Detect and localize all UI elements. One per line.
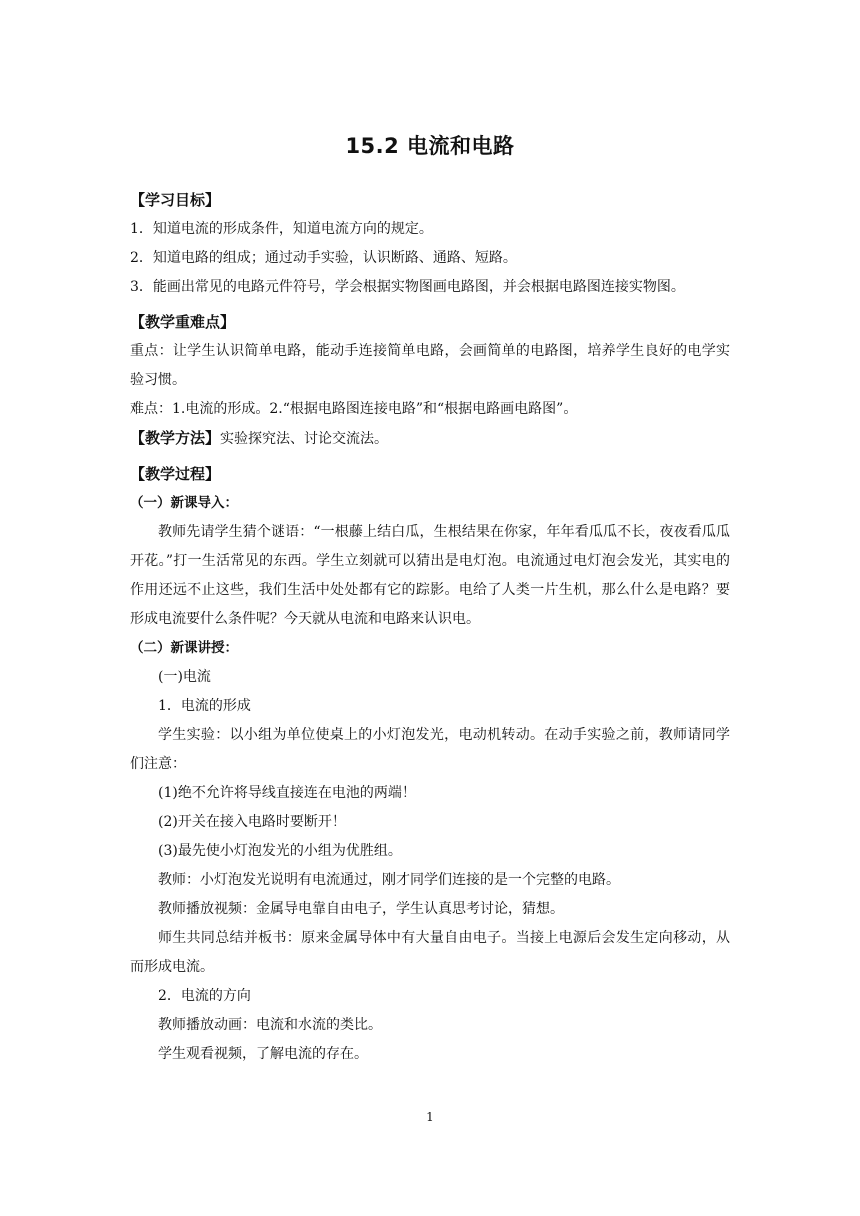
process-heading: 【教学过程】	[130, 465, 221, 483]
lecture-line: 教师播放动画：电流和水流的类比。	[158, 1017, 382, 1033]
lecture-line: 学生实验：以小组为单位使桌上的小灯泡发光，电动机转动。在动手实验之前，教师请同学们注意：	[130, 727, 730, 772]
lecture-line: 教师：小灯泡发光说明有电流通过，刚才同学们连接的是一个完整的电路。	[158, 872, 620, 888]
lecture-subheading: （二）新课讲授：	[130, 640, 238, 656]
lecture-line: 1．电流的形成	[158, 698, 251, 714]
lecture-line: (1)绝不允许将导线直接连在电池的两端！	[158, 785, 416, 801]
objective-item: 3．能画出常见的电路元件符号，学会根据实物图画电路图，并会根据电路图连接实物图。	[130, 279, 685, 295]
page-number: 1	[426, 1110, 434, 1124]
methods-text: 实验探究法、讨论交流法。	[220, 431, 389, 447]
lecture-line: (2)开关在接入电路时要断开！	[158, 814, 346, 830]
key-point-difficulty: 难点：1.电流的形成。2.“根据电路图连接电路”和“根据电路画电路图”。	[130, 401, 578, 417]
key-point-focus: 重点：让学生认识简单电路，能动手连接简单电路，会画简单的电路图，培养学生良好的电学实验习惯。	[130, 343, 730, 388]
objective-item: 2．知道电路的组成；通过动手实验，认识断路、通路、短路。	[130, 250, 517, 266]
document-body	[130, 186, 730, 1069]
objective-item: 1．知道电流的形成条件，知道电流方向的规定。	[130, 221, 433, 237]
intro-paragraph: 教师先请学生猜个谜语：“一根藤上结白瓜，生根结果在你家，年年看瓜瓜不长，夜夜看瓜瓜开花。”打一生活常见的东西。学生立刻就可以猜出是电灯泡。电流通过电灯泡会发光，其实电的作用还远不止这些，我们生活中处处都有它的踪影。电给了人类一片生机，那么什么是电路？要形成电流要什么条件呢？今天就从电流和电路来认识电。	[130, 524, 730, 627]
methods-heading: 【教学方法】	[130, 429, 221, 447]
objectives-heading: 【学习目标】	[130, 191, 221, 209]
lecture-line: (一)电流	[158, 669, 211, 685]
lecture-line: 师生共同总结并板书：原来金属导体中有大量自由电子。当接上电源后会发生定向移动，从而形成电流。	[130, 930, 730, 975]
lecture-line: (3)最先使小灯泡发光的小组为优胜组。	[158, 843, 402, 859]
intro-subheading: （一）新课导入：	[130, 495, 238, 511]
lecture-line: 学生观看视频，了解电流的存在。	[158, 1046, 368, 1062]
page-title: 15.2 电流和电路	[345, 134, 515, 158]
key-points-heading: 【教学重难点】	[130, 313, 236, 331]
lecture-line: 教师播放视频：金属导电靠自由电子，学生认真思考讨论，猜想。	[158, 901, 564, 917]
methods-line	[130, 424, 730, 454]
lecture-line: 2．电流的方向	[158, 988, 251, 1004]
